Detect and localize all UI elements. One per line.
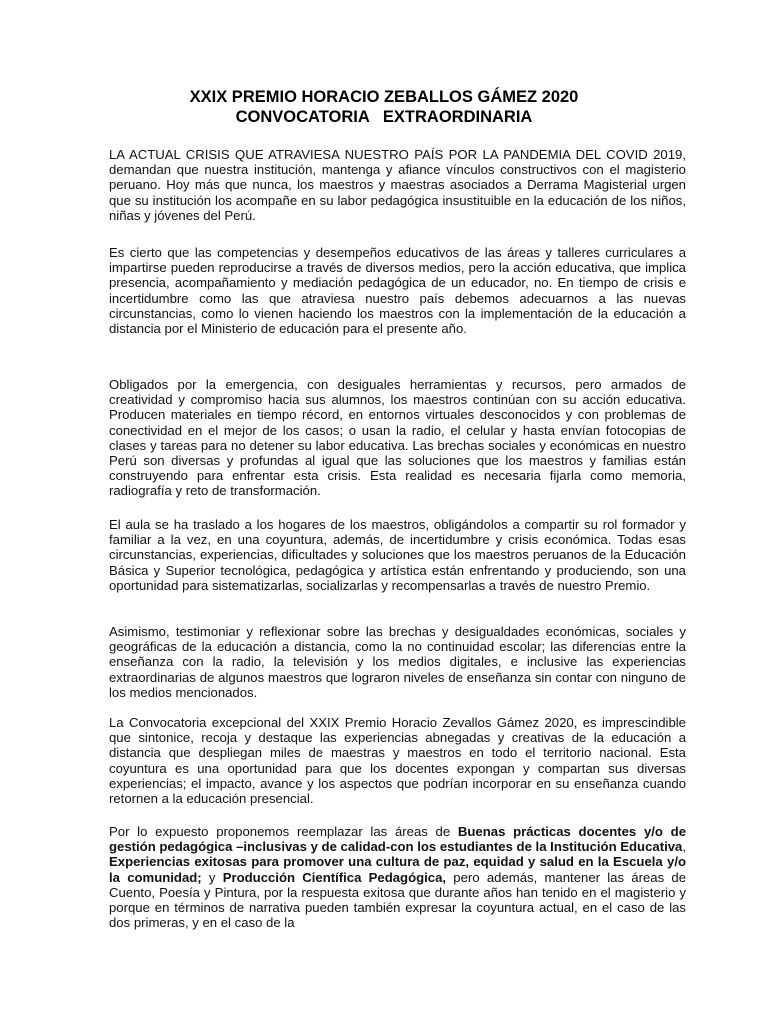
paragraph-7 (109, 824, 686, 930)
paragraph-7-intro: Por lo expuesto proponemos reemplazar las áreas de (109, 824, 458, 839)
paragraph-2: Es cierto que las competencias y desempeños educativos de las áreas y talleres curriculares a impartirse pueden reproducirse a través de diversos medios, pero la acción educativa, que implica presencia, acompañamiento y mediación pedagógica de un educador, no. En tiempo de crisis e incertidumbre como las que atraviesa nuestro país debemos adecuarnos a las nuevas circunstancias, como lo vienen haciendo los maestros con la implementación de la educación a distancia por el Ministerio de educación para el presente año. (109, 245, 686, 337)
area-experiencias-exitosas: Experiencias exitosas para promover una cultura de paz, equidad y salud en la Escuela y/o la comunidad; (109, 854, 686, 885)
paragraph-4: El aula se ha traslado a los hogares de los maestros, obligándolos a compartir su rol formador y familiar a la vez, en una coyuntura, además, de incertidumbre y crisis económica. Todas esas circunstancias, experiencias, dificultades y soluciones que los maestros peruanos de la Educación Básica y Superior tecnológica, pedagógica y artística están enfrentando y produciendo, son una oportunidad para sistematizarlas, socializarlas y recompensarlas a través de nuestro Premio. (109, 517, 686, 593)
area-produccion-cientifica: Producción Científica Pedagógica, (222, 869, 447, 885)
paragraph-1: LA ACTUAL CRISIS QUE ATRAVIESA NUESTRO PAÍS POR LA PANDEMIA DEL COVID 2019, demandan que nuestra institución, mantenga y afiance vínculos constructivos con el magisterio peruano. Hoy más que nunca, los maestros y maestras asociados a Derrama Magisterial urgen que su institución los acompañe en su labor pedagógica insustituible en la educación de los niños, niñas y jóvenes del Perú. (109, 147, 686, 223)
paragraph-7-sep1: , (682, 839, 686, 855)
document-subtitle: CONVOCATORIA EXTRAORDINARIA (235, 108, 533, 126)
paragraph-7-rest: pero además, mantener las áreas de Cuento, Poesía y Pintura, por la respuesta exitosa que durante años han tenido en el magisterio y porque en términos de narrativa pueden también expresar la coyuntura actual, en el caso de las dos primeras, y en el caso de la (109, 869, 687, 931)
paragraph-6: La Convocatoria excepcional del XXIX Premio Horacio Zevallos Gámez 2020, es imprescindible que sintonice, recoja y destaque las experiencias abnegadas y creativas de la educación a distancia que despliegan miles de maestras y maestros en todo el territorio nacional. Esta coyuntura es una oportunidad para que los docentes expongan y compartan sus diversas experiencias; el impacto, avance y los aspectos que podrían incorporar en su enseñanza cuando retornen a la educación presencial. (109, 715, 686, 807)
paragraph-3: Obligados por la emergencia, con desiguales herramientas y recursos, pero armados de creatividad y compromiso hacia sus alumnos, los maestros continúan con su acción educativa. Producen materiales en tiempo récord, en entornos virtuales desconocidos y con problemas de conectividad en el mejor de los casos; o usan la radio, el celular y hasta envían fotocopias de clases y tareas para no detener su labor educativa. Las brechas sociales y económicas en nuestro Perú son diversas y profundas al igual que las soluciones que los maestros y familias están construyendo para enfrentar esta crisis. Esta realidad es necesaria fijarla como memoria, radiografía y reto de transformación. (109, 377, 686, 499)
paragraph-7-sep2: y (201, 869, 223, 885)
area-buenas-practicas: Buenas prácticas docentes y/o de gestión pedagógica –inclusivas y de calidad-con los estudiantes de la Institución Educativa (109, 824, 687, 855)
document-title: XXIX PREMIO HORACIO ZEBALLOS GÁMEZ 2020 (189, 88, 579, 106)
paragraph-5: Asimismo, testimoniar y reflexionar sobre las brechas y desigualdades económicas, sociales y geográficas de la educación a distancia, como la no continuidad escolar; las diferencias entre la enseñanza con la radio, la televisión y los medios digitales, e inclusive las experiencias extraordinarias de algunos maestros que lograron niveles de enseñanza sin contar con ninguno de los medios mencionados. (109, 624, 686, 700)
